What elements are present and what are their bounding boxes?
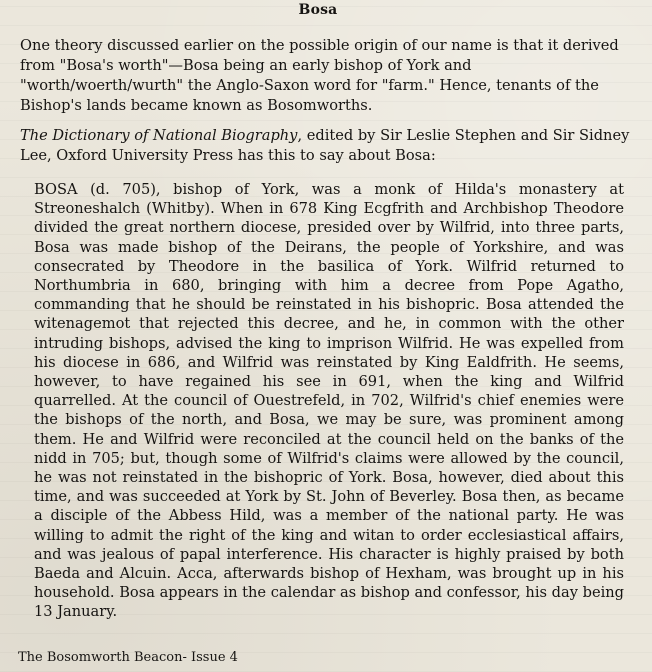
publication-footer: The Bosomworth Beacon- Issue 4 [18, 650, 238, 665]
dnb-intro-rest: , edited by Sir Leslie Stephen and Sir Sidney Lee, Oxford University Press has this to say about Bosa: [20, 127, 630, 164]
intro-paragraph: One theory discussed earlier on the possible origin of our name is that it derived from "Bosa's worth"—Bosa being an early bishop of York and "worth/woerth/wurth" the Anglo-Saxon word for "farm." Hence, tenants of the Bishop's lands became known as Bosomworths. [20, 37, 619, 114]
bosa-entry-quote: BOSA (d. 705), bishop of York, was a monk of Hilda's monastery at Streoneshalch (Whitby). When in 678 King Ecgfrith and Archbishop Theodore divided the great northern diocese, presided over by Wilfrid, into three parts, Bosa was made bishop of the Deirans, the people of Yorkshire, and was consecrated by Theodore in the basilica of York. Wilfrid returned to Northumbria in 680, bringing with him a decree from Pope Agatho, commanding that he should be reinstated in his bishopric. Bosa attended the witenagemot that rejected this decree, and he, in common with the other intruding bishops, advised the king to imprison Wilfrid. He was expelled from his diocese in 686, and Wilfrid was reinstated by King Ealdfrith. He seems, however, to have regained his see in 691, when the king and Wilfrid quarrelled. At the council of Ouestrefeld, in 702, Wilfrid's chief enemies were the bishops of the north, and Bosa, we may be sure, was prominent among them. He and Wilfrid were reconciled at the council held on the banks of the nidd in 705; but, though some of Wilfrid's claims were allowed by the council, he was not reinstated in the bishopric of York. Bosa, however, died about this time, and was succeeded at York by St. John of Beverley. Bosa then, as became a disciple of the Abbess Hild, was a member of the national party. He was willing to admit the right of the king and witan to order ecclesiastical affairs, and was jealous of papal interference. His character is highly praised by both Baeda and Alcuin. Acca, afterwards bishop of Hexham, was brought up in his household. Bosa appears in the calendar as bishop and confessor, his day being 13 January. [34, 181, 624, 621]
page-title: Bosa [298, 2, 338, 18]
dnb-book-title: The Dictionary of National Biography [20, 127, 298, 144]
dnb-intro-paragraph [20, 126, 632, 166]
